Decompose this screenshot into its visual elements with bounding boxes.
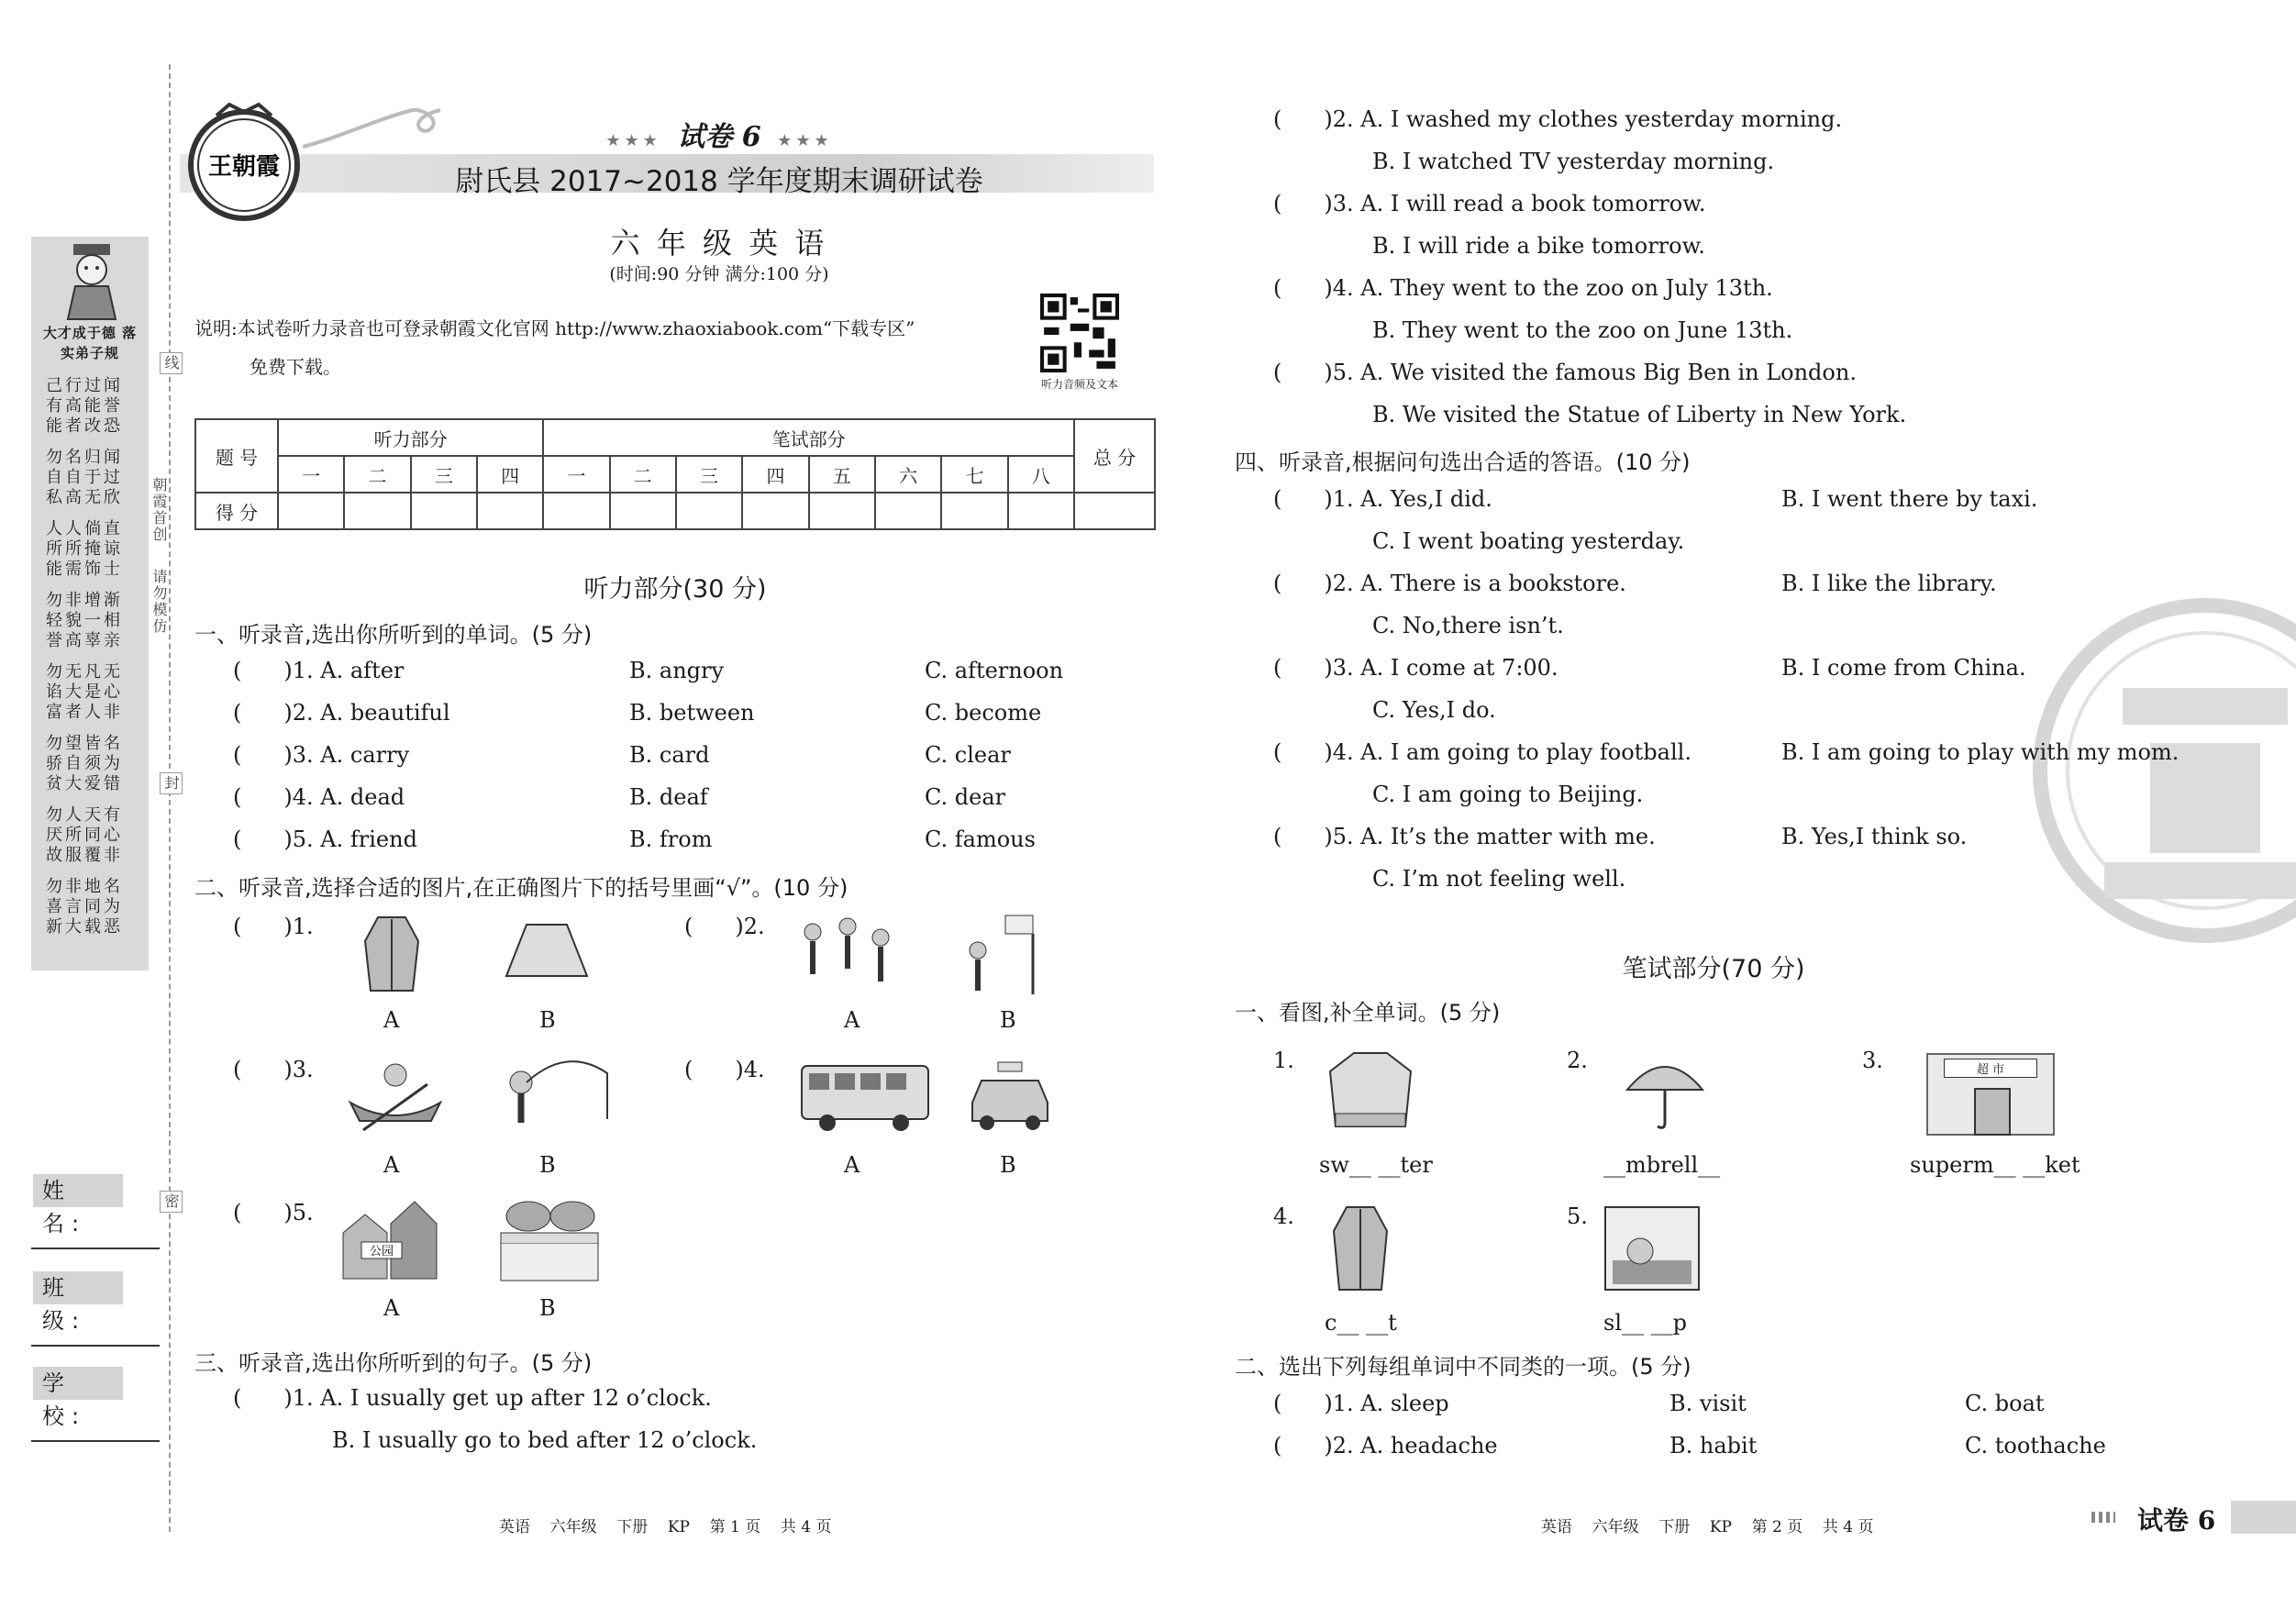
logo-text: 王朝霞 [207, 153, 281, 181]
sidebar-verses [46, 376, 138, 948]
exam-badge: 试卷 6 [677, 121, 761, 153]
l3-item-1: ( )1. A. I usually get up after 12 o’clock. [233, 1385, 712, 1411]
secret-watermark-seal [2022, 587, 2296, 954]
part3-title: 三、听录音,选出你所听到的句子。(5 分) [194, 1350, 593, 1376]
w2-option-b: B. visit [1669, 1391, 1747, 1416]
l1-item-2: ( )2. A. beautiful [233, 700, 450, 726]
badge-row [0, 114, 1438, 154]
footer-badge-bar [2231, 1501, 2296, 1534]
l2-label-b: B [1000, 1152, 1016, 1178]
l3-option-b: B. They went to the zoo on June 13th. [1372, 317, 1793, 343]
w1-title: 一、看图,补全单词。(5 分) [1235, 1000, 1501, 1026]
supermarket-picture [1926, 1053, 2055, 1136]
l2-label-a: A [844, 1007, 860, 1033]
col-header: 六 [875, 456, 941, 493]
w1-num-1: 1. [1273, 1048, 1294, 1073]
w1-word-2[interactable]: __mbrell__ [1603, 1152, 1721, 1178]
col-header: 二 [344, 456, 410, 493]
l1-option-c: C. clear [925, 742, 1011, 768]
score-cell[interactable] [941, 493, 1007, 529]
l4-option-c: C. I went boating yesterday. [1372, 528, 1685, 554]
school-field[interactable] [31, 1440, 160, 1442]
w1-word-4[interactable]: c__ __t [1325, 1310, 1397, 1336]
skirt-picture-b [503, 921, 591, 981]
l2-label-b: B [539, 1295, 556, 1321]
l1-option-c: C. become [925, 700, 1042, 726]
w2-title: 二、选出下列每组单词中不同类的一项。(5 分) [1235, 1354, 1691, 1380]
w2-item-2: ( )2. A. headache [1273, 1433, 1498, 1458]
qr-caption: 听力音频及文本 [1040, 378, 1118, 391]
row-header-questions: 题 号 [195, 419, 278, 493]
exam-title: 尉氏县 2017~2018 学年度期末调研试卷 [455, 165, 983, 198]
l1-item-4: ( )4. A. dead [233, 784, 405, 810]
copyright-note-1: 朝霞首创 [150, 477, 168, 543]
basketball-picture-b [959, 914, 1038, 996]
verse: 勿无凡无谄大是心富者人非 [46, 662, 123, 722]
l3-option-b: B. I will ride a bike tomorrow. [1372, 233, 1705, 259]
l4-item-3: ( )3. A. I come at 7:00. [1273, 655, 1558, 681]
cut-mark-line: 线 [160, 352, 183, 374]
row-header-score: 得 分 [195, 493, 278, 529]
part1-title: 一、听录音,选出你所听到的单词。(5 分) [194, 622, 593, 648]
col-header: 三 [411, 456, 477, 493]
l3-item-2: ( )2. A. I washed my clothes yesterday morning. [1273, 106, 1843, 132]
park-sign: 公园 [369, 1245, 394, 1259]
verse: 勿非地名喜言同为新大载恶 [46, 877, 123, 937]
l2-label-b: B [539, 1152, 556, 1178]
total-score-cell[interactable] [1074, 493, 1155, 529]
score-table [194, 418, 1156, 530]
score-cell[interactable] [809, 493, 875, 529]
verse: 勿人天有厌所同心故服覆非 [46, 805, 123, 865]
w1-num-2: 2. [1567, 1048, 1588, 1073]
l4-option-b: B. I went there by taxi. [1781, 486, 2038, 512]
score-cell[interactable] [1008, 493, 1074, 529]
w2-option-c: C. boat [1965, 1391, 2045, 1416]
col-header: 一 [543, 456, 609, 493]
zoo-picture-b [492, 1196, 607, 1284]
l3-item-3: ( )3. A. I will read a book tomorrow. [1273, 191, 1706, 216]
class-field[interactable] [31, 1345, 160, 1347]
verse: 勿非增渐轻貌一相誉高辜亲 [46, 591, 123, 650]
fishing-picture-b [494, 1046, 613, 1134]
l1-option-b: B. card [629, 742, 710, 768]
l2-item-4: ( )4. [684, 1057, 765, 1082]
l3-option-b: B. I watched TV yesterday morning. [1372, 149, 1775, 174]
col-header: 二 [610, 456, 676, 493]
footer-badge: 试卷 6 [2137, 1505, 2216, 1536]
note-line-1: 说明:本试卷听力录音也可登录朝霞文化官网 http://www.zhaoxiabook.com“下载专区” [194, 317, 915, 339]
coat-picture [1330, 1203, 1391, 1292]
l2-label-a: A [844, 1152, 860, 1178]
l2-item-1: ( )1. [233, 914, 314, 939]
l2-item-5: ( )5. [233, 1200, 314, 1225]
listening-header: 听力部分 [278, 419, 543, 456]
bus-picture-a [798, 1060, 932, 1134]
taxi-picture-b [967, 1060, 1053, 1134]
w1-word-3[interactable]: superm__ __ket [1910, 1152, 2080, 1178]
umbrella-picture [1624, 1053, 1706, 1132]
coat-picture-a [360, 914, 424, 993]
l4-option-c: C. Yes,I do. [1372, 697, 1496, 723]
footer-left: 英语 六年级 下册 KP 第 1 页 共 4 页 [499, 1518, 832, 1536]
w1-num-5: 5. [1567, 1203, 1588, 1229]
class-label: 班 级: [33, 1271, 123, 1304]
score-cell[interactable] [278, 493, 344, 529]
l1-item-1: ( )1. A. after [233, 658, 405, 683]
part2-title: 二、听录音,选择合适的图片,在正确图片下的括号里画“√”。(10 分) [194, 875, 849, 901]
l3-item-4: ( )4. A. They went to the zoo on July 13th. [1273, 275, 1773, 301]
l2-item-3: ( )3. [233, 1057, 314, 1082]
w1-num-4: 4. [1273, 1203, 1294, 1229]
verse: 勿望皆名骄自须为贫大爱错 [46, 734, 123, 793]
score-cell[interactable] [543, 493, 609, 529]
l1-option-c: C. famous [925, 826, 1036, 852]
cut-mark-seal: 封 [160, 772, 183, 794]
l2-label-a: A [383, 1295, 400, 1321]
l2-label-a: A [383, 1152, 400, 1178]
l3-option-b: B. We visited the Statue of Liberty in New York. [1372, 402, 1907, 427]
writing-title: 笔试部分(70 分) [1622, 955, 1805, 983]
l2-item-2: ( )2. [684, 914, 765, 939]
boating-picture-a [345, 1048, 446, 1136]
l1-option-b: B. from [629, 826, 713, 852]
l4-option-c: C. I am going to Beijing. [1372, 782, 1644, 807]
score-cell[interactable] [610, 493, 676, 529]
score-cell[interactable] [477, 493, 543, 529]
verse: 勿名归闻自自于过私高无欣 [46, 448, 123, 507]
l1-item-5: ( )5. A. friend [233, 826, 417, 852]
l3-item-5: ( )5. A. We visited the famous Big Ben in London. [1273, 360, 1857, 385]
w2-option-c: C. toothache [1965, 1433, 2106, 1458]
l4-option-b: B. I am going to play with my mom. [1781, 739, 2180, 765]
l3-option-b: B. I usually go to bed after 12 o’clock. [332, 1427, 758, 1453]
col-header: 七 [941, 456, 1007, 493]
score-cell[interactable] [875, 493, 941, 529]
school-label: 学 校: [33, 1367, 123, 1400]
l4-item-5: ( )5. A. It’s the matter with me. [1273, 824, 1656, 849]
w1-word-5[interactable]: sl__ __p [1603, 1310, 1687, 1336]
l1-option-b: B. angry [629, 658, 725, 683]
l4-item-1: ( )1. A. Yes,I did. [1273, 486, 1492, 512]
stars-right: ★★★ [777, 131, 833, 150]
l2-label-b: B [1000, 1007, 1016, 1033]
cut-mark-secret: 密 [160, 1191, 183, 1213]
l4-option-b: B. I like the library. [1781, 571, 1997, 596]
col-header: 四 [742, 456, 808, 493]
park-picture-a [338, 1196, 440, 1284]
name-field[interactable] [31, 1248, 160, 1249]
l4-item-2: ( )2. A. There is a bookstore. [1273, 571, 1626, 596]
l2-label-a: A [383, 1007, 400, 1033]
qr-code[interactable] [1040, 294, 1119, 372]
l4-option-c: C. I’m not feeling well. [1372, 866, 1626, 892]
stars-left: ★★★ [605, 131, 661, 150]
time-info: (时间:90 分钟 满分:100 分) [609, 264, 829, 284]
name-label: 姓 名: [33, 1174, 123, 1207]
kids-playing-picture-a [794, 914, 901, 996]
l1-option-c: C. afternoon [925, 658, 1064, 683]
footer-badge-decoration [2091, 1512, 2115, 1523]
score-cell[interactable] [676, 493, 742, 529]
w1-num-3: 3. [1862, 1048, 1883, 1073]
sweater-picture [1326, 1049, 1414, 1132]
score-cell[interactable] [411, 493, 477, 529]
supermarket-sign: 超 市 [1944, 1059, 2037, 1078]
col-header: 八 [1008, 456, 1074, 493]
col-header: 三 [676, 456, 742, 493]
sidebar-motto: 大才成于德 落实弟子规 [42, 325, 138, 361]
w2-item-1: ( )1. A. sleep [1273, 1391, 1449, 1416]
l4-option-b: B. Yes,I think so. [1781, 824, 1968, 849]
score-cell[interactable] [344, 493, 410, 529]
l4-item-4: ( )4. A. I am going to play football. [1273, 739, 1691, 765]
verse: 己行过闻有高能誉能者改恐 [46, 376, 123, 436]
col-header: 五 [809, 456, 875, 493]
writing-header: 笔试部分 [543, 419, 1074, 456]
l1-option-c: C. dear [925, 784, 1006, 810]
verse: 人人倘直所所掩谅能需饰士 [46, 519, 123, 579]
l1-option-b: B. between [629, 700, 755, 726]
l2-label-b: B [539, 1007, 556, 1033]
w1-word-1[interactable]: sw__ __ter [1319, 1152, 1433, 1178]
part4-title: 四、听录音,根据问句选出合适的答语。(10 分) [1235, 449, 1691, 475]
footer-right: 英语 六年级 下册 KP 第 2 页 共 4 页 [1541, 1518, 1874, 1536]
total-header: 总 分 [1074, 419, 1155, 493]
col-header: 四 [477, 456, 543, 493]
w2-option-b: B. habit [1669, 1433, 1758, 1458]
subject-title: 六 年 级 英 语 [610, 226, 828, 261]
l1-option-b: B. deaf [629, 784, 708, 810]
note-line-2: 免费下载。 [250, 356, 341, 378]
listening-title: 听力部分(30 分) [583, 575, 767, 604]
l4-option-c: C. No,there isn’t. [1372, 613, 1564, 638]
l1-item-3: ( )3. A. carry [233, 742, 410, 768]
score-cell[interactable] [742, 493, 808, 529]
l4-option-b: B. I come from China. [1781, 655, 2026, 681]
copyright-note-2: 请勿模仿 [150, 569, 168, 635]
col-header: 一 [278, 456, 344, 493]
sleeping-picture [1603, 1205, 1701, 1292]
